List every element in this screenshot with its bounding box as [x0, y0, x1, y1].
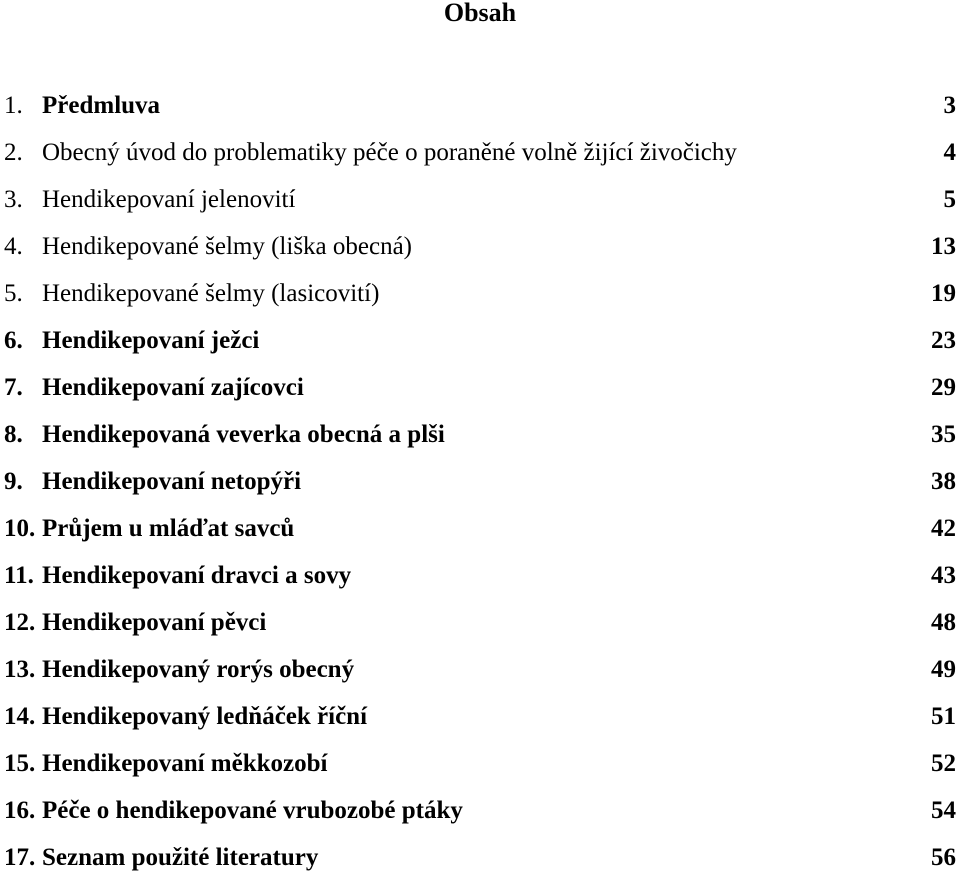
toc-entry-title: Hendikepované šelmy (lasicovití) [42, 280, 380, 307]
toc-entry-number: 17. [4, 844, 36, 871]
toc-entry-page: 19 [931, 280, 956, 307]
toc-entry-page: 29 [931, 374, 956, 401]
toc-entry-number: 9. [4, 468, 23, 495]
toc-entry [0, 699, 960, 735]
toc-entry [0, 229, 960, 265]
toc-entry-page: 43 [931, 562, 956, 589]
toc-entry-page: 42 [931, 515, 956, 542]
toc-entry [0, 323, 960, 359]
toc-entry-page: 54 [931, 797, 956, 824]
toc-entry-title: Hendikepovaní netopýři [42, 468, 302, 495]
toc-entry-number: 7. [4, 374, 23, 401]
toc-entry-number: 13. [4, 656, 36, 683]
toc-entry-title: Hendikepovaní měkkozobí [42, 750, 328, 777]
toc-entry-title: Hendikepovaný rorýs obecný [42, 656, 355, 683]
toc-entry-title: Hendikepovaní ježci [42, 327, 260, 354]
toc-entry-page: 4 [943, 139, 956, 166]
page-title: Obsah [443, 0, 517, 27]
toc-entry-page: 5 [943, 186, 956, 213]
toc-entry-page: 13 [931, 233, 956, 260]
toc-entry-number: 12. [4, 609, 36, 636]
toc-entry-title: Hendikepovaní jelenovití [42, 186, 296, 213]
toc-entry-page: 49 [931, 656, 956, 683]
toc-entry-title: Hendikepovaní dravci a sovy [42, 562, 352, 589]
toc-entry [0, 746, 960, 782]
toc-entry-title: Hendikepovaná veverka obecná a plši [42, 421, 445, 448]
toc-entry-number: 2. [4, 139, 23, 166]
toc-entry-page: 56 [931, 844, 956, 871]
toc-entry-page: 52 [931, 750, 956, 777]
toc-entry [0, 605, 960, 641]
toc-entry-page: 51 [931, 703, 956, 730]
toc-entry [0, 276, 960, 312]
toc-entry [0, 182, 960, 218]
toc-entry [0, 135, 960, 171]
toc-entry-page: 48 [931, 609, 956, 636]
toc-entry [0, 464, 960, 500]
toc-entry-title: Hendikepovaný ledňáček říční [42, 703, 368, 730]
toc-entry-page: 3 [943, 92, 956, 119]
toc-entry-number: 3. [4, 186, 23, 213]
toc-entry [0, 652, 960, 688]
toc-entry-title: Předmluva [42, 92, 161, 119]
toc-entry-number: 15. [4, 750, 36, 777]
toc-entry-number: 6. [4, 327, 23, 354]
toc-entry-page: 23 [931, 327, 956, 354]
toc-entry-number: 11. [4, 562, 34, 589]
toc-entry-number: 4. [4, 233, 23, 260]
toc-entry-title: Péče o hendikepované vrubozobé ptáky [42, 797, 463, 824]
toc-entry [0, 793, 960, 829]
toc-entry-number: 14. [4, 703, 36, 730]
toc-entry-title: Hendikepovaní zajícovci [42, 374, 304, 401]
toc-entry-number: 1. [4, 92, 23, 119]
toc-entry [0, 370, 960, 406]
toc-entry-number: 10. [4, 515, 36, 542]
toc-entry-title: Průjem u mláďat savců [42, 515, 295, 542]
toc-entry [0, 840, 960, 876]
toc-entry-number: 8. [4, 421, 23, 448]
toc-entry-title: Obecný úvod do problematiky péče o poraněné volně žijící živočichy [42, 139, 737, 166]
toc-entry [0, 558, 960, 594]
toc-entry-page: 35 [931, 421, 956, 448]
toc-entry [0, 417, 960, 453]
toc-entry [0, 511, 960, 547]
toc-entry [0, 88, 960, 124]
toc-entry-number: 16. [4, 797, 36, 824]
toc-entry-title: Seznam použité literatury [42, 844, 319, 871]
toc-entry-title: Hendikepovaní pěvci [42, 609, 267, 636]
toc-entry-title: Hendikepované šelmy (liška obecná) [42, 233, 413, 260]
toc-entry-page: 38 [931, 468, 956, 495]
toc-entry-number: 5. [4, 280, 23, 307]
